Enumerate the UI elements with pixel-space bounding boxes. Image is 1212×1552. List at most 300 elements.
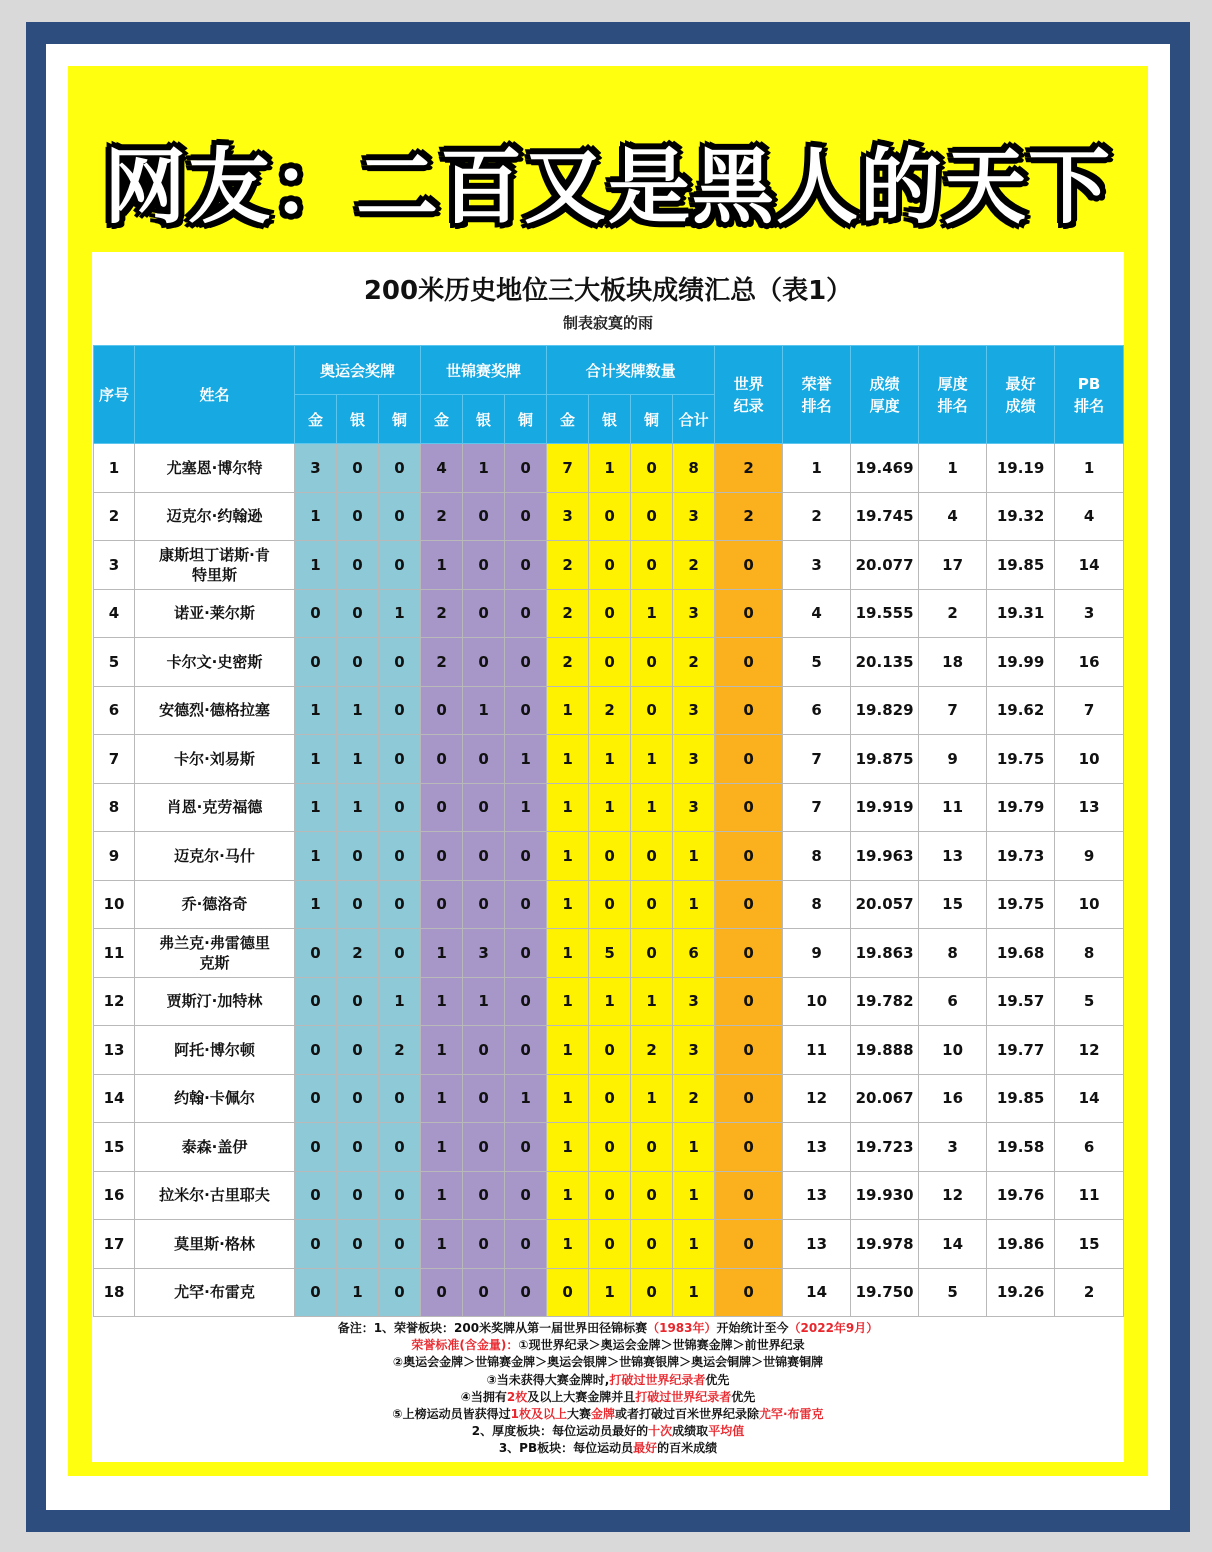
cell-total-bronze: 0	[631, 929, 673, 978]
cell-wc-silver: 0	[463, 1123, 505, 1172]
cell-wc-bronze: 0	[505, 686, 547, 735]
cell-pb-rank: 7	[1055, 686, 1124, 735]
cell-depth-rank: 1	[919, 444, 987, 493]
cell-best: 19.32	[987, 492, 1055, 541]
cell-world-record: 0	[715, 977, 783, 1026]
cell-total-gold: 1	[547, 832, 589, 881]
cell-wc-gold: 2	[421, 492, 463, 541]
cell-honor-rank: 7	[783, 735, 851, 784]
cell-olympic-gold: 1	[295, 686, 337, 735]
cell-total-gold: 1	[547, 1026, 589, 1075]
cell-wc-gold: 2	[421, 589, 463, 638]
col-best: 最好成绩	[987, 346, 1055, 444]
cell-wc-bronze: 1	[505, 783, 547, 832]
cell-olympic-silver: 0	[337, 977, 379, 1026]
cell-depth: 19.863	[851, 929, 919, 978]
table-row	[94, 444, 1124, 493]
cell-total-sum: 1	[673, 1171, 715, 1220]
cell-olympic-gold: 0	[295, 1026, 337, 1075]
cell-seq: 9	[94, 832, 135, 881]
cell-depth: 19.963	[851, 832, 919, 881]
cell-olympic-gold: 1	[295, 541, 337, 590]
cell-total-sum: 1	[673, 1123, 715, 1172]
cell-total-bronze: 0	[631, 1171, 673, 1220]
cell-seq: 17	[94, 1220, 135, 1269]
cell-honor-rank: 1	[783, 444, 851, 493]
cell-olympic-gold: 1	[295, 492, 337, 541]
cell-depth-rank: 10	[919, 1026, 987, 1075]
cell-world-record: 0	[715, 541, 783, 590]
cell-total-bronze: 0	[631, 1268, 673, 1317]
cell-olympic-gold: 1	[295, 783, 337, 832]
cell-pb-rank: 1	[1055, 444, 1124, 493]
cell-olympic-silver: 1	[337, 735, 379, 784]
cell-olympic-bronze: 0	[379, 1171, 421, 1220]
cell-wc-bronze: 0	[505, 492, 547, 541]
cell-wc-bronze: 0	[505, 1171, 547, 1220]
cell-wc-silver: 0	[463, 541, 505, 590]
cell-olympic-gold: 1	[295, 735, 337, 784]
cell-total-silver: 1	[589, 783, 631, 832]
table-row	[94, 541, 1124, 590]
cell-best: 19.75	[987, 735, 1055, 784]
cell-total-sum: 2	[673, 1074, 715, 1123]
cell-olympic-gold: 0	[295, 929, 337, 978]
cell-wc-gold: 1	[421, 977, 463, 1026]
cell-wc-silver: 0	[463, 492, 505, 541]
cell-total-silver: 0	[589, 1171, 631, 1220]
cell-pb-rank: 4	[1055, 492, 1124, 541]
document-author: 制表寂寞的雨	[562, 314, 653, 332]
cell-total-bronze: 0	[631, 492, 673, 541]
cell-name: 康斯坦丁诺斯·肯特里斯	[135, 541, 295, 590]
cell-depth-rank: 13	[919, 832, 987, 881]
cell-pb-rank: 10	[1055, 735, 1124, 784]
cell-total-gold: 7	[547, 444, 589, 493]
cell-name: 莫里斯·格林	[135, 1220, 295, 1269]
cell-wc-bronze: 0	[505, 1026, 547, 1075]
cell-best: 19.57	[987, 977, 1055, 1026]
cell-depth: 19.469	[851, 444, 919, 493]
cell-olympic-bronze: 1	[379, 589, 421, 638]
note-line-4: ③当未获得大赛金牌时,打破过世界纪录者优先	[486, 1372, 730, 1387]
cell-best: 19.75	[987, 880, 1055, 929]
cell-total-sum: 1	[673, 1220, 715, 1269]
cell-olympic-silver: 0	[337, 1123, 379, 1172]
cell-olympic-silver: 0	[337, 638, 379, 687]
cell-best: 19.86	[987, 1220, 1055, 1269]
cell-total-gold: 2	[547, 589, 589, 638]
cell-seq: 13	[94, 1026, 135, 1075]
cell-total-sum: 3	[673, 735, 715, 784]
cell-wc-silver: 0	[463, 638, 505, 687]
cell-seq: 7	[94, 735, 135, 784]
cell-seq: 15	[94, 1123, 135, 1172]
cell-world-record: 0	[715, 1026, 783, 1075]
cell-world-record: 2	[715, 444, 783, 493]
col-wc-bronze: 铜	[505, 395, 547, 444]
cell-total-gold: 2	[547, 638, 589, 687]
cell-olympic-gold: 0	[295, 1220, 337, 1269]
cell-depth: 19.978	[851, 1220, 919, 1269]
col-olympic-gold: 金	[295, 395, 337, 444]
cell-name: 约翰·卡佩尔	[135, 1074, 295, 1123]
cell-wc-bronze: 0	[505, 929, 547, 978]
cell-honor-rank: 10	[783, 977, 851, 1026]
cell-total-gold: 2	[547, 541, 589, 590]
cell-olympic-gold: 0	[295, 1123, 337, 1172]
cell-pb-rank: 13	[1055, 783, 1124, 832]
cell-pb-rank: 9	[1055, 832, 1124, 881]
cell-wc-gold: 4	[421, 444, 463, 493]
cell-olympic-bronze: 2	[379, 1026, 421, 1075]
cell-olympic-bronze: 0	[379, 735, 421, 784]
cell-olympic-bronze: 0	[379, 1268, 421, 1317]
cell-total-gold: 1	[547, 929, 589, 978]
cell-total-silver: 0	[589, 638, 631, 687]
cell-total-bronze: 0	[631, 541, 673, 590]
cell-honor-rank: 12	[783, 1074, 851, 1123]
note-line-8: 3、PB板块：每位运动员最好的百米成绩	[498, 1441, 718, 1456]
cell-total-silver: 0	[589, 1074, 631, 1123]
cell-world-record: 0	[715, 1171, 783, 1220]
cell-wc-bronze: 0	[505, 444, 547, 493]
cell-honor-rank: 8	[783, 880, 851, 929]
cell-olympic-silver: 0	[337, 880, 379, 929]
cell-olympic-silver: 1	[337, 686, 379, 735]
cell-pb-rank: 16	[1055, 638, 1124, 687]
cell-olympic-bronze: 1	[379, 977, 421, 1026]
cell-wc-silver: 0	[463, 735, 505, 784]
cell-olympic-bronze: 0	[379, 638, 421, 687]
cell-wc-silver: 0	[463, 880, 505, 929]
cell-depth-rank: 5	[919, 1268, 987, 1317]
cell-world-record: 0	[715, 735, 783, 784]
cell-olympic-silver: 0	[337, 1074, 379, 1123]
cell-depth-rank: 2	[919, 589, 987, 638]
cell-olympic-gold: 0	[295, 977, 337, 1026]
cell-olympic-silver: 0	[337, 589, 379, 638]
cell-depth-rank: 12	[919, 1171, 987, 1220]
cell-world-record: 0	[715, 880, 783, 929]
cell-total-bronze: 1	[631, 783, 673, 832]
cell-olympic-gold: 0	[295, 1074, 337, 1123]
note-line-1: 备注：1、荣誉板块：200米奖牌从第一届世界田径锦标赛（1983年）开始统计至今（2022年9月）	[337, 1321, 879, 1335]
cell-total-gold: 1	[547, 977, 589, 1026]
cell-depth-rank: 11	[919, 783, 987, 832]
col-seq: 序号	[94, 346, 135, 444]
cell-honor-rank: 14	[783, 1268, 851, 1317]
cell-name: 拉米尔·古里耶夫	[135, 1171, 295, 1220]
table-header	[94, 346, 1124, 444]
cell-name: 尤罕·布雷克	[135, 1268, 295, 1317]
cell-total-sum: 2	[673, 638, 715, 687]
table-row	[94, 735, 1124, 784]
cell-best: 19.99	[987, 638, 1055, 687]
cell-honor-rank: 5	[783, 638, 851, 687]
cell-honor-rank: 11	[783, 1026, 851, 1075]
note-line-3: ②奥运会金牌＞世锦赛金牌＞奥运会银牌＞世锦赛银牌＞奥运会铜牌＞世锦赛铜牌	[392, 1355, 824, 1370]
cell-pb-rank: 14	[1055, 1074, 1124, 1123]
cell-total-gold: 1	[547, 1220, 589, 1269]
cell-total-gold: 1	[547, 1171, 589, 1220]
document-title: 200米历史地位三大板块成绩汇总（表1）	[363, 276, 853, 306]
cell-total-silver: 0	[589, 1220, 631, 1269]
cell-world-record: 0	[715, 638, 783, 687]
cell-wc-silver: 1	[463, 977, 505, 1026]
cell-wc-bronze: 0	[505, 832, 547, 881]
cell-name: 贾斯汀·加特林	[135, 977, 295, 1026]
cell-seq: 10	[94, 880, 135, 929]
table-row	[94, 1123, 1124, 1172]
cell-world-record: 0	[715, 686, 783, 735]
cell-total-bronze: 1	[631, 735, 673, 784]
cell-total-sum: 8	[673, 444, 715, 493]
cell-wc-silver: 0	[463, 589, 505, 638]
cell-pb-rank: 5	[1055, 977, 1124, 1026]
cell-wc-bronze: 1	[505, 735, 547, 784]
cell-name: 弗兰克·弗雷德里克斯	[135, 929, 295, 978]
col-olympic-silver: 银	[337, 395, 379, 444]
cell-depth-rank: 18	[919, 638, 987, 687]
cell-total-silver: 0	[589, 1123, 631, 1172]
cell-total-silver: 1	[589, 735, 631, 784]
cell-depth-rank: 4	[919, 492, 987, 541]
table-body	[94, 444, 1124, 1317]
cell-total-gold: 1	[547, 1123, 589, 1172]
cell-wc-silver: 0	[463, 1220, 505, 1269]
cell-pb-rank: 14	[1055, 541, 1124, 590]
cell-seq: 8	[94, 783, 135, 832]
cell-wc-gold: 1	[421, 1074, 463, 1123]
cell-total-sum: 3	[673, 783, 715, 832]
note-line-7: 2、厚度板块：每位运动员最好的十次成绩取平均值	[471, 1424, 745, 1439]
col-depth: 成绩厚度	[851, 346, 919, 444]
table-row	[94, 977, 1124, 1026]
cell-name: 诺亚·莱尔斯	[135, 589, 295, 638]
cell-olympic-silver: 0	[337, 1026, 379, 1075]
cell-olympic-silver: 0	[337, 1220, 379, 1269]
cell-total-silver: 1	[589, 1268, 631, 1317]
cell-total-bronze: 0	[631, 444, 673, 493]
cell-best: 19.62	[987, 686, 1055, 735]
cell-seq: 1	[94, 444, 135, 493]
cell-world-record: 0	[715, 832, 783, 881]
cell-depth: 19.875	[851, 735, 919, 784]
cell-total-bronze: 0	[631, 1123, 673, 1172]
cell-depth-rank: 7	[919, 686, 987, 735]
cell-olympic-gold: 1	[295, 880, 337, 929]
cell-name: 卡尔·刘易斯	[135, 735, 295, 784]
notes	[93, 1320, 1123, 1458]
cell-depth-rank: 17	[919, 541, 987, 590]
cell-wc-silver: 0	[463, 832, 505, 881]
cell-wc-gold: 0	[421, 880, 463, 929]
cell-world-record: 0	[715, 1123, 783, 1172]
cell-depth: 19.888	[851, 1026, 919, 1075]
cell-seq: 3	[94, 541, 135, 590]
cell-honor-rank: 8	[783, 832, 851, 881]
cell-total-silver: 1	[589, 977, 631, 1026]
cell-olympic-bronze: 0	[379, 686, 421, 735]
table-row	[94, 492, 1124, 541]
cell-total-sum: 2	[673, 541, 715, 590]
cell-depth: 19.829	[851, 686, 919, 735]
cell-best: 19.77	[987, 1026, 1055, 1075]
cell-depth: 19.745	[851, 492, 919, 541]
cell-best: 19.68	[987, 929, 1055, 978]
cell-name: 迈克尔·马什	[135, 832, 295, 881]
cell-olympic-bronze: 0	[379, 929, 421, 978]
cell-depth-rank: 15	[919, 880, 987, 929]
cell-best: 19.19	[987, 444, 1055, 493]
table-row	[94, 1268, 1124, 1317]
cell-name: 乔·德洛奇	[135, 880, 295, 929]
cell-name: 安德烈·德格拉塞	[135, 686, 295, 735]
cell-depth: 19.750	[851, 1268, 919, 1317]
cell-total-silver: 0	[589, 880, 631, 929]
cell-honor-rank: 7	[783, 783, 851, 832]
cell-wc-gold: 1	[421, 1123, 463, 1172]
cell-olympic-bronze: 0	[379, 444, 421, 493]
cell-seq: 6	[94, 686, 135, 735]
cell-total-silver: 0	[589, 589, 631, 638]
cell-total-gold: 1	[547, 1074, 589, 1123]
cell-olympic-silver: 0	[337, 1171, 379, 1220]
cell-total-bronze: 0	[631, 1220, 673, 1269]
cell-total-sum: 6	[673, 929, 715, 978]
cell-pb-rank: 12	[1055, 1026, 1124, 1075]
cell-wc-bronze: 0	[505, 1123, 547, 1172]
col-olympic-bronze: 铜	[379, 395, 421, 444]
cell-wc-silver: 3	[463, 929, 505, 978]
cell-wc-bronze: 0	[505, 880, 547, 929]
cell-pb-rank: 6	[1055, 1123, 1124, 1172]
cell-name: 阿托·博尔顿	[135, 1026, 295, 1075]
col-total-medals: 合计奖牌数量	[547, 346, 715, 395]
cell-honor-rank: 4	[783, 589, 851, 638]
cell-world-record: 0	[715, 783, 783, 832]
cell-seq: 14	[94, 1074, 135, 1123]
cell-depth-rank: 3	[919, 1123, 987, 1172]
cell-pb-rank: 3	[1055, 589, 1124, 638]
cell-depth: 19.555	[851, 589, 919, 638]
cell-total-sum: 1	[673, 880, 715, 929]
cell-total-sum: 3	[673, 977, 715, 1026]
cell-best: 19.73	[987, 832, 1055, 881]
cell-total-silver: 0	[589, 832, 631, 881]
cell-wc-silver: 0	[463, 1268, 505, 1317]
cell-total-bronze: 1	[631, 1074, 673, 1123]
cell-olympic-silver: 0	[337, 832, 379, 881]
cell-best: 19.85	[987, 541, 1055, 590]
cell-olympic-gold: 1	[295, 832, 337, 881]
cell-depth: 20.135	[851, 638, 919, 687]
cell-name: 迈克尔·约翰逊	[135, 492, 295, 541]
cell-honor-rank: 2	[783, 492, 851, 541]
results-table	[93, 345, 1124, 1317]
table-row	[94, 1220, 1124, 1269]
cell-seq: 16	[94, 1171, 135, 1220]
note-line-5: ④当拥有2枚及以上大赛金牌并且打破过世界纪录者优先	[460, 1389, 756, 1404]
cell-olympic-bronze: 0	[379, 783, 421, 832]
cell-world-record: 0	[715, 1220, 783, 1269]
cell-depth-rank: 14	[919, 1220, 987, 1269]
cell-total-silver: 0	[589, 492, 631, 541]
cell-wc-bronze: 0	[505, 977, 547, 1026]
cell-wc-gold: 0	[421, 735, 463, 784]
cell-pb-rank: 2	[1055, 1268, 1124, 1317]
cell-seq: 2	[94, 492, 135, 541]
cell-olympic-gold: 0	[295, 589, 337, 638]
cell-total-gold: 0	[547, 1268, 589, 1317]
cell-total-silver: 1	[589, 444, 631, 493]
cell-total-gold: 1	[547, 880, 589, 929]
cell-total-bronze: 1	[631, 589, 673, 638]
table-row	[94, 638, 1124, 687]
cell-wc-gold: 1	[421, 1026, 463, 1075]
cell-honor-rank: 9	[783, 929, 851, 978]
cell-honor-rank: 3	[783, 541, 851, 590]
cell-olympic-gold: 0	[295, 1171, 337, 1220]
note-line-6: ⑤上榜运动员皆获得过1枚及以上大赛金牌或者打破过百米世界纪录除尤罕·布雷克	[392, 1407, 824, 1422]
cell-depth-rank: 6	[919, 977, 987, 1026]
cell-wc-silver: 0	[463, 783, 505, 832]
cell-olympic-gold: 0	[295, 1268, 337, 1317]
cell-wc-gold: 0	[421, 686, 463, 735]
cell-wc-gold: 0	[421, 832, 463, 881]
cell-pb-rank: 8	[1055, 929, 1124, 978]
cell-depth: 20.057	[851, 880, 919, 929]
col-world-record: 世界纪录	[715, 346, 783, 444]
cell-honor-rank: 13	[783, 1171, 851, 1220]
cell-world-record: 0	[715, 1074, 783, 1123]
col-honor-rank: 荣誉排名	[783, 346, 851, 444]
cell-total-bronze: 0	[631, 638, 673, 687]
cell-total-gold: 3	[547, 492, 589, 541]
cell-wc-silver: 0	[463, 1171, 505, 1220]
col-total-sum: 合计	[673, 395, 715, 444]
cell-honor-rank: 6	[783, 686, 851, 735]
cell-honor-rank: 13	[783, 1220, 851, 1269]
cell-total-sum: 3	[673, 1026, 715, 1075]
cell-wc-gold: 0	[421, 1268, 463, 1317]
note-line-2: 荣誉标准(含金量)：①现世界纪录＞奥运会金牌＞世锦赛金牌＞前世界纪录	[411, 1338, 805, 1353]
table-row	[94, 783, 1124, 832]
cell-best: 19.31	[987, 589, 1055, 638]
cell-wc-gold: 1	[421, 1220, 463, 1269]
cell-total-sum: 1	[673, 1268, 715, 1317]
col-total-bronze: 铜	[631, 395, 673, 444]
table-row	[94, 589, 1124, 638]
cell-depth: 19.930	[851, 1171, 919, 1220]
cell-total-bronze: 1	[631, 977, 673, 1026]
cell-seq: 18	[94, 1268, 135, 1317]
cell-wc-bronze: 0	[505, 638, 547, 687]
col-olympic-medals: 奥运会奖牌	[295, 346, 421, 395]
cell-total-sum: 3	[673, 686, 715, 735]
cell-wc-gold: 1	[421, 929, 463, 978]
table-row	[94, 929, 1124, 978]
cell-total-silver: 5	[589, 929, 631, 978]
cell-total-bronze: 2	[631, 1026, 673, 1075]
cell-olympic-bronze: 0	[379, 1220, 421, 1269]
cell-olympic-bronze: 0	[379, 541, 421, 590]
cell-olympic-silver: 0	[337, 541, 379, 590]
cell-wc-bronze: 0	[505, 589, 547, 638]
cell-total-bronze: 0	[631, 686, 673, 735]
cell-total-gold: 1	[547, 686, 589, 735]
